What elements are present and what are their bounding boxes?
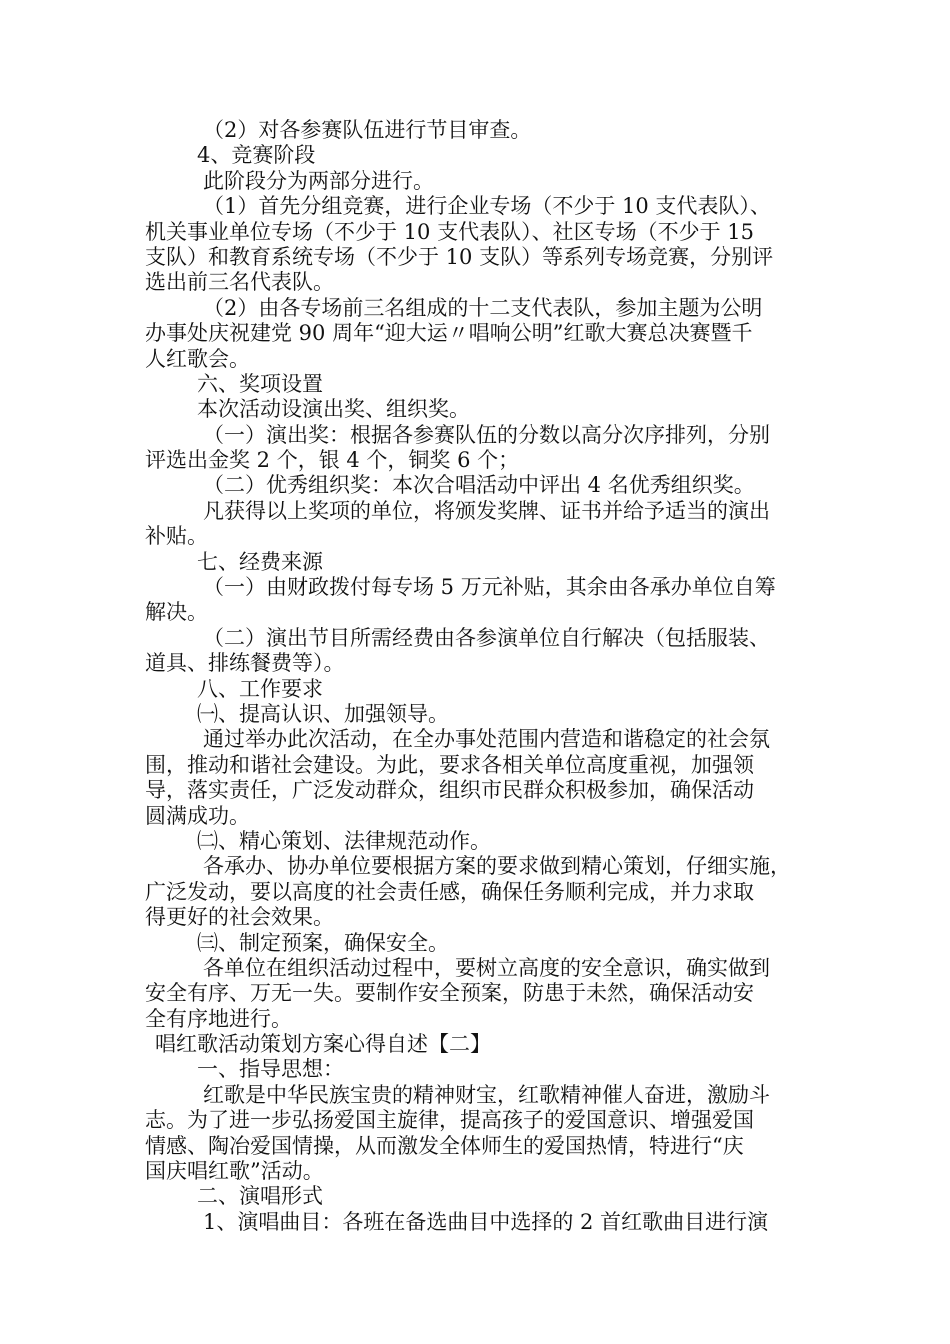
paragraph-line: 情感、陶冶爱国情操，从而激发全体师生的爱国热情，特进行“庆: [145, 1133, 744, 1158]
document-section-title: 唱红歌活动策划方案心得自述【二】: [155, 1032, 491, 1057]
section-heading: 八、工作要求: [197, 676, 323, 701]
paragraph-line: 通过举办此次活动，在全办事处范围内营造和谐稳定的社会氛: [203, 727, 770, 752]
paragraph-line: 全有序地进行。: [145, 1006, 292, 1031]
paragraph-line: （1）首先分组竞赛，进行企业专场（不少于 10 支代表队）、: [203, 194, 771, 219]
paragraph-line: 凡获得以上奖项的单位，将颁发奖牌、证书并给予适当的演出: [203, 498, 770, 523]
section-heading: 七、经费来源: [197, 549, 323, 574]
paragraph-line: 解决。: [145, 600, 208, 625]
document-body: [145, 118, 810, 1235]
paragraph-line: 补贴。: [145, 524, 208, 549]
paragraph-line: 支队）和教育系统专场（不少于 10 支队）等系列专场竞赛，分别评: [145, 244, 774, 269]
paragraph-line: 得更好的社会效果。: [145, 905, 334, 930]
paragraph-line: （2）由各专场前三名组成的十二支代表队，参加主题为公明: [203, 295, 763, 320]
paragraph-line: 1、演唱曲目：各班在备选曲目中选择的 2 首红歌曲目进行演: [203, 1209, 769, 1234]
section-heading: 4、竞赛阶段: [197, 143, 316, 168]
paragraph-line: 各承办、协办单位要根据方案的要求做到精心策划，仔细实施，: [203, 854, 791, 879]
paragraph-line: 圆满成功。: [145, 803, 250, 828]
section-heading: 二、演唱形式: [197, 1184, 323, 1209]
subsection-heading: ㈢、制定预案，确保安全。: [197, 930, 449, 955]
paragraph-line: 机关事业单位专场（不少于 10 支代表队）、社区专场（不少于 15: [145, 219, 754, 244]
paragraph-line: 广泛发动，要以高度的社会责任感，确保任务顺利完成，并力求取: [145, 879, 754, 904]
paragraph-line: 人红歌会。: [145, 346, 250, 371]
paragraph-line: 安全有序、万无一失。要制作安全预案，防患于未然，确保活动安: [145, 981, 754, 1006]
paragraph-line: 志。为了进一步弘扬爱国主旋律，提高孩子的爱国意识、增强爱国: [145, 1108, 754, 1133]
paragraph-line: 各单位在组织活动过程中，要树立高度的安全意识，确实做到: [203, 955, 770, 980]
section-heading: 六、奖项设置: [197, 371, 323, 396]
section-heading: 一、指导思想：: [197, 1057, 344, 1082]
paragraph-line: 选出前三名代表队。: [145, 270, 334, 295]
paragraph-line: （二）演出节目所需经费由各参演单位自行解决（包括服装、: [203, 625, 770, 650]
paragraph-line: 导，落实责任，广泛发动群众，组织市民群众积极参加，确保活动: [145, 778, 754, 803]
paragraph-line: 本次活动设演出奖、组织奖。: [197, 397, 470, 422]
paragraph-line: 此阶段分为两部分进行。: [203, 168, 434, 193]
paragraph-line: （一）演出奖：根据各参赛队伍的分数以高分次序排列，分别: [203, 422, 770, 447]
paragraph-line: （2）对各参赛队伍进行节目审查。: [203, 118, 532, 142]
paragraph-line: （一）由财政拨付每专场 5 万元补贴，其余由各承办单位自筹: [203, 575, 776, 600]
paragraph-line: 评选出金奖 2 个，银 4 个，铜奖 6 个；: [145, 448, 520, 473]
subsection-heading: ㈡、精心策划、法律规范动作。: [197, 828, 491, 853]
paragraph-line: （二）优秀组织奖：本次合唱活动中评出 4 名优秀组织奖。: [203, 473, 755, 498]
subsection-heading: ㈠、提高认识、加强领导。: [197, 701, 449, 726]
paragraph-line: 红歌是中华民族宝贵的精神财宝，红歌精神催人奋进，激励斗: [203, 1082, 770, 1107]
paragraph-line: 国庆唱红歌”活动。: [145, 1159, 324, 1184]
paragraph-line: 道具、排练餐费等）。: [145, 651, 345, 676]
paragraph-line: 围，推动和谐社会建设。为此，要求各相关单位高度重视，加强领: [145, 752, 754, 777]
paragraph-line: 办事处庆祝建党 90 周年“迎大运〃唱响公明”红歌大赛总决赛暨千: [145, 321, 753, 346]
